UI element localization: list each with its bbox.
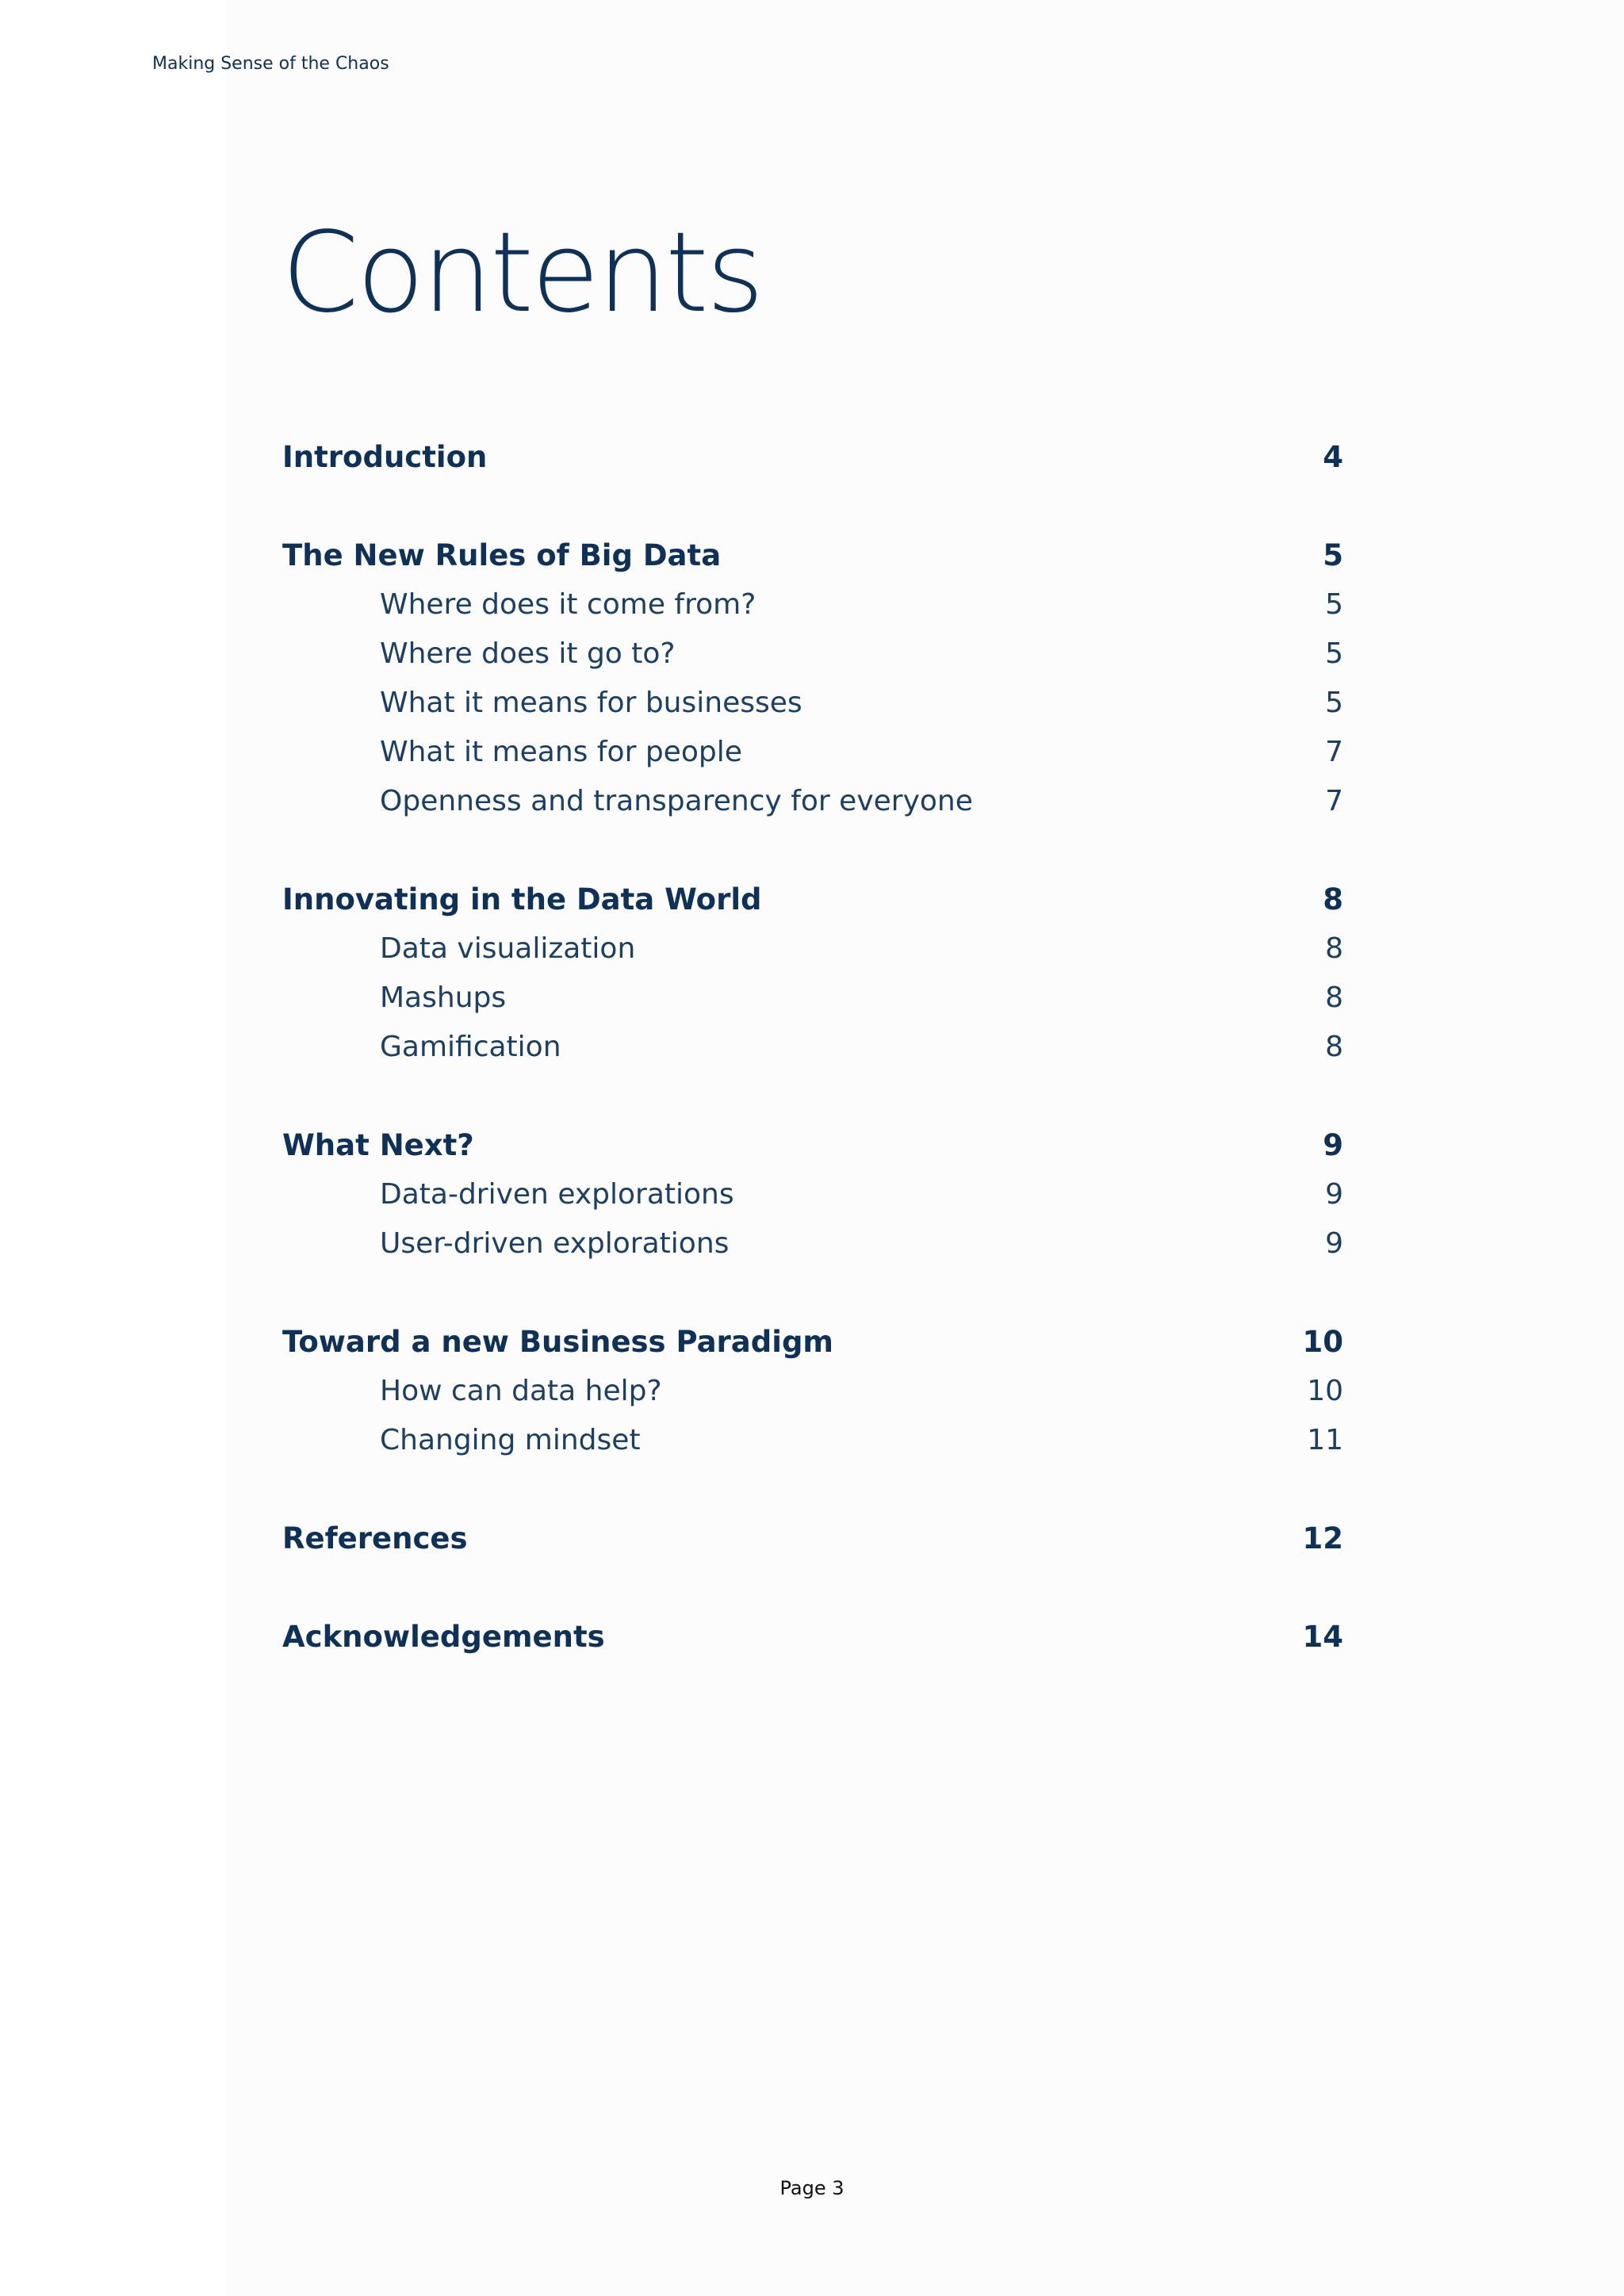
- toc-entry-label: Toward a new Business Paradigm: [282, 1324, 833, 1359]
- toc-entry-page-number: 5: [1323, 538, 1343, 572]
- toc-entry-new-rules-of-big-data[interactable]: [282, 530, 1343, 580]
- toc-subentry-page-number: 8: [1325, 932, 1343, 965]
- toc-subentry-gamification[interactable]: [282, 1022, 1343, 1071]
- toc-subentry-label: Mashups: [380, 981, 507, 1014]
- toc-subentry-page-number: 9: [1325, 1226, 1343, 1260]
- toc-entry-label: What Next?: [282, 1127, 474, 1162]
- toc-entry-page-number: 10: [1302, 1324, 1343, 1359]
- toc-subentry-label: Changing mindset: [380, 1423, 641, 1456]
- toc-entry-toward-new-paradigm[interactable]: [282, 1317, 1343, 1366]
- toc-subentry-label: What it means for people: [380, 735, 742, 768]
- toc-entry-what-next[interactable]: [282, 1120, 1343, 1169]
- toc-entry-page-number: 9: [1323, 1127, 1343, 1162]
- toc-subentry-label: Data visualization: [380, 932, 636, 965]
- toc-subentry-page-number: 5: [1325, 686, 1343, 719]
- table-of-contents: [282, 0, 1343, 1744]
- toc-subentry-label: Data-driven explorations: [380, 1177, 734, 1211]
- toc-entry-introduction[interactable]: [282, 432, 1343, 481]
- toc-entry-page-number: 8: [1323, 882, 1343, 916]
- toc-subentry-changing-mindset[interactable]: [282, 1415, 1343, 1464]
- toc-subentry-label: Gamification: [380, 1030, 561, 1063]
- toc-entry-label: The New Rules of Big Data: [282, 538, 722, 572]
- toc-entry-label: References: [282, 1521, 468, 1556]
- toc-subentry-page-number: 5: [1325, 637, 1343, 670]
- toc-entry-references[interactable]: [282, 1513, 1343, 1563]
- toc-subentry-label: User-driven explorations: [380, 1226, 730, 1260]
- toc-subentry-label: How can data help?: [380, 1374, 662, 1407]
- toc-subentry-user-driven[interactable]: [282, 1219, 1343, 1268]
- toc-subentry-page-number: 8: [1325, 1030, 1343, 1063]
- page-number-footer: Page 3: [779, 2177, 845, 2199]
- toc-entry-label: Acknowledgements: [282, 1619, 605, 1654]
- toc-entry-page-number: 12: [1302, 1521, 1343, 1556]
- toc-subentry-page-number: 7: [1325, 735, 1343, 768]
- toc-entry-page-number: 4: [1323, 439, 1343, 474]
- toc-entry-page-number: 14: [1302, 1619, 1343, 1654]
- toc-subentry-people[interactable]: [282, 727, 1343, 776]
- toc-entry-acknowledgements[interactable]: [282, 1612, 1343, 1661]
- toc-subentry-data-driven[interactable]: [282, 1169, 1343, 1219]
- toc-subentry-page-number: 11: [1307, 1423, 1343, 1456]
- toc-subentry-label: What it means for businesses: [380, 686, 802, 719]
- toc-subentry-label: Where does it come from?: [380, 587, 756, 621]
- toc-subentry-mashups[interactable]: [282, 973, 1343, 1022]
- toc-subentry-page-number: 10: [1307, 1374, 1343, 1407]
- toc-subentry-label: Openness and transparency for everyone: [380, 784, 973, 817]
- toc-subentry-page-number: 8: [1325, 981, 1343, 1014]
- toc-subentry-where-to[interactable]: [282, 629, 1343, 678]
- toc-subentry-page-number: 5: [1325, 587, 1343, 621]
- toc-subentry-page-number: 9: [1325, 1177, 1343, 1211]
- toc-subentry-label: Where does it go to?: [380, 637, 676, 670]
- toc-subentry-openness[interactable]: [282, 776, 1343, 825]
- toc-subentry-page-number: 7: [1325, 784, 1343, 817]
- toc-subentry-data-help[interactable]: [282, 1366, 1343, 1415]
- toc-entry-innovating[interactable]: [282, 874, 1343, 924]
- toc-subentry-data-visualization[interactable]: [282, 924, 1343, 973]
- toc-entry-label: Innovating in the Data World: [282, 882, 762, 916]
- page-title: Contents: [282, 209, 762, 338]
- running-header: Making Sense of the Chaos: [152, 54, 389, 74]
- toc-subentry-businesses[interactable]: [282, 678, 1343, 727]
- toc-entry-label: Introduction: [282, 439, 488, 474]
- toc-subentry-where-from[interactable]: [282, 580, 1343, 629]
